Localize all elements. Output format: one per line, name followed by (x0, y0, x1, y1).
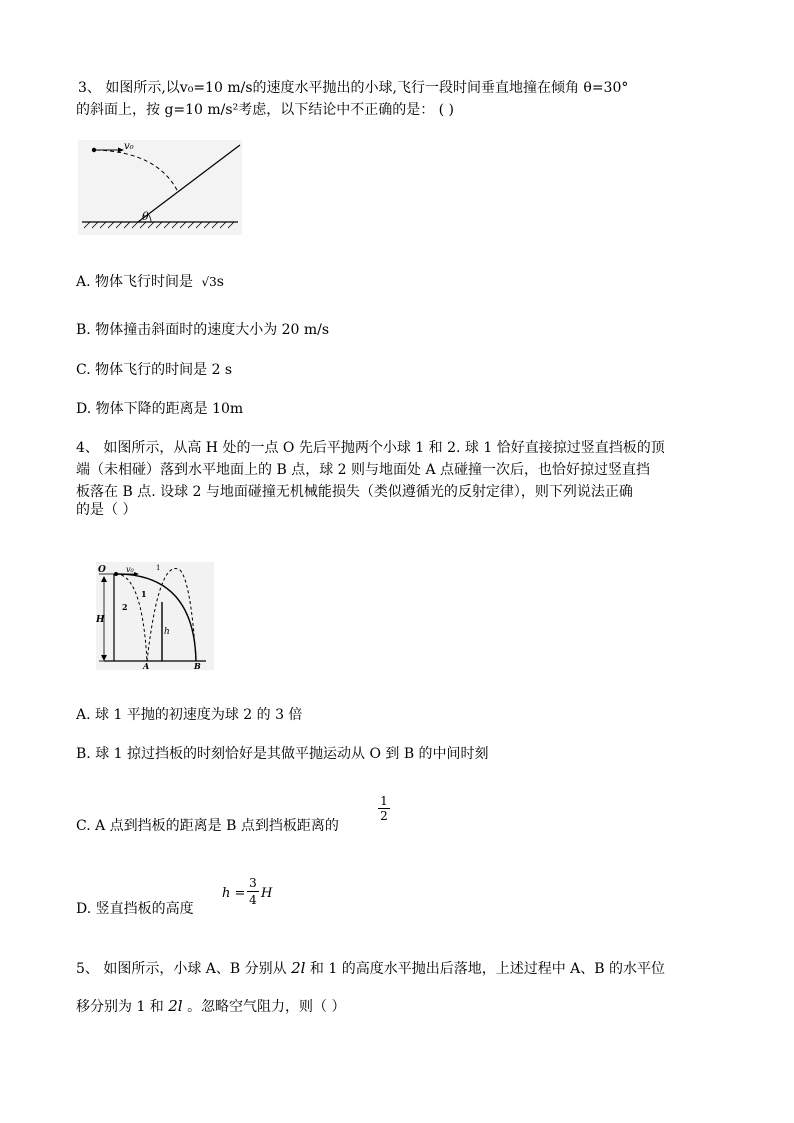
q4-fig-o-label: O (98, 565, 106, 575)
q3-fig-theta-label: θ (142, 210, 149, 223)
q5-stem-line2-part2: 。忽略空气阻力，则（ ） (187, 999, 346, 1015)
q4-option-d-numerator: 3 (249, 876, 257, 890)
q3-option-b: B. 物体撞击斜面时的速度大小为 20 m/s (76, 322, 330, 338)
q3-option-a-text: A. 物体飞行时间是 (76, 274, 194, 290)
q4-option-d-lhs: h = (222, 886, 246, 901)
q4-fig-b-label: B (194, 661, 201, 670)
q4-option-c-fraction (378, 794, 390, 823)
q4-option-b: B. 球 1 掠过挡板的时刻恰好是其做平抛运动从 O 到 B 的中间时刻 (76, 746, 489, 762)
q4-option-d-denominator: 4 (249, 893, 257, 907)
q4-fig-h-small-label: h (164, 627, 170, 637)
q3-option-c: C. 物体飞行的时间是 2 s (76, 362, 233, 378)
q4-option-c-numerator: 1 (380, 794, 388, 808)
q4-fig-ball1-label: 1 (141, 589, 147, 599)
q3-incline-figure (78, 140, 242, 235)
q4-stem-line4: 的是（ ） (76, 502, 137, 518)
q3-option-a-sqrt: √3 (201, 275, 217, 289)
q4-stem-line2: 端（未相碰）落到水平地面上的 B 点，球 2 则与地面处 A 点碰撞一次后，也恰好掠过竖直挡 (76, 462, 651, 478)
q5-stem-line1 (76, 958, 665, 979)
q4-option-d-rhs: H (261, 886, 273, 901)
q4-option-c-denominator: 2 (378, 808, 390, 823)
q4-fig-v0-label: v₀ (126, 565, 134, 574)
q4-option-d: D. 竖直挡板的高度 (76, 901, 194, 917)
q4-stem-line1: 4、 如图所示，从高 H 处的一点 O 先后平抛两个小球 1 和 2. 球 1 恰好直接掠过竖直挡板的顶 (76, 440, 665, 456)
q4-fig-a-label: A (143, 661, 150, 670)
q5-stem-line2 (76, 996, 346, 1017)
q3-option-a (76, 272, 224, 292)
q3-stem-line2: 的斜面上，按 g=10 m/s²考虑，以下结论中不正确的是： ( ) (76, 102, 455, 118)
q5-stem-line1-2l: 2l (291, 959, 306, 977)
q4-projectile-figure (96, 562, 214, 670)
q5-stem-line1-part2: 和 1 的高度水平抛出后落地，上述过程中 A、B 的水平位 (309, 961, 666, 977)
q5-stem-line2-2l: 2l (168, 997, 183, 1015)
q4-fig-top-mark: 1 (156, 564, 161, 572)
q4-stem-line3: 板落在 B 点. 设球 2 与地面碰撞无机械能损失（类似遵循光的反射定律），则下列说法正确 (76, 484, 633, 500)
q3-option-a-unit: s (216, 274, 224, 290)
q5-stem-line2-part1: 移分别为 1 和 (76, 999, 164, 1015)
q3-option-d: D. 物体下降的距离是 10m (76, 401, 244, 417)
q4-option-c: C. A 点到挡板的距离是 B 点到挡板距离的 (76, 818, 339, 834)
q3-fig-v0-label: v₀ (124, 141, 134, 152)
q5-stem-line1-part1: 5、 如图所示，小球 A、B 分别从 (76, 961, 287, 977)
q3-stem-line1: 3、 如图所示,以v₀=10 m/s的速度水平抛出的小球,飞行一段时间垂直地撞在倾角 θ=30° (78, 80, 629, 96)
q4-option-a: A. 球 1 平抛的初速度为球 2 的 3 倍 (76, 707, 303, 723)
q4-fig-ball2-label: 2 (122, 602, 128, 612)
q4-fig-h-big-label: H (96, 615, 105, 625)
